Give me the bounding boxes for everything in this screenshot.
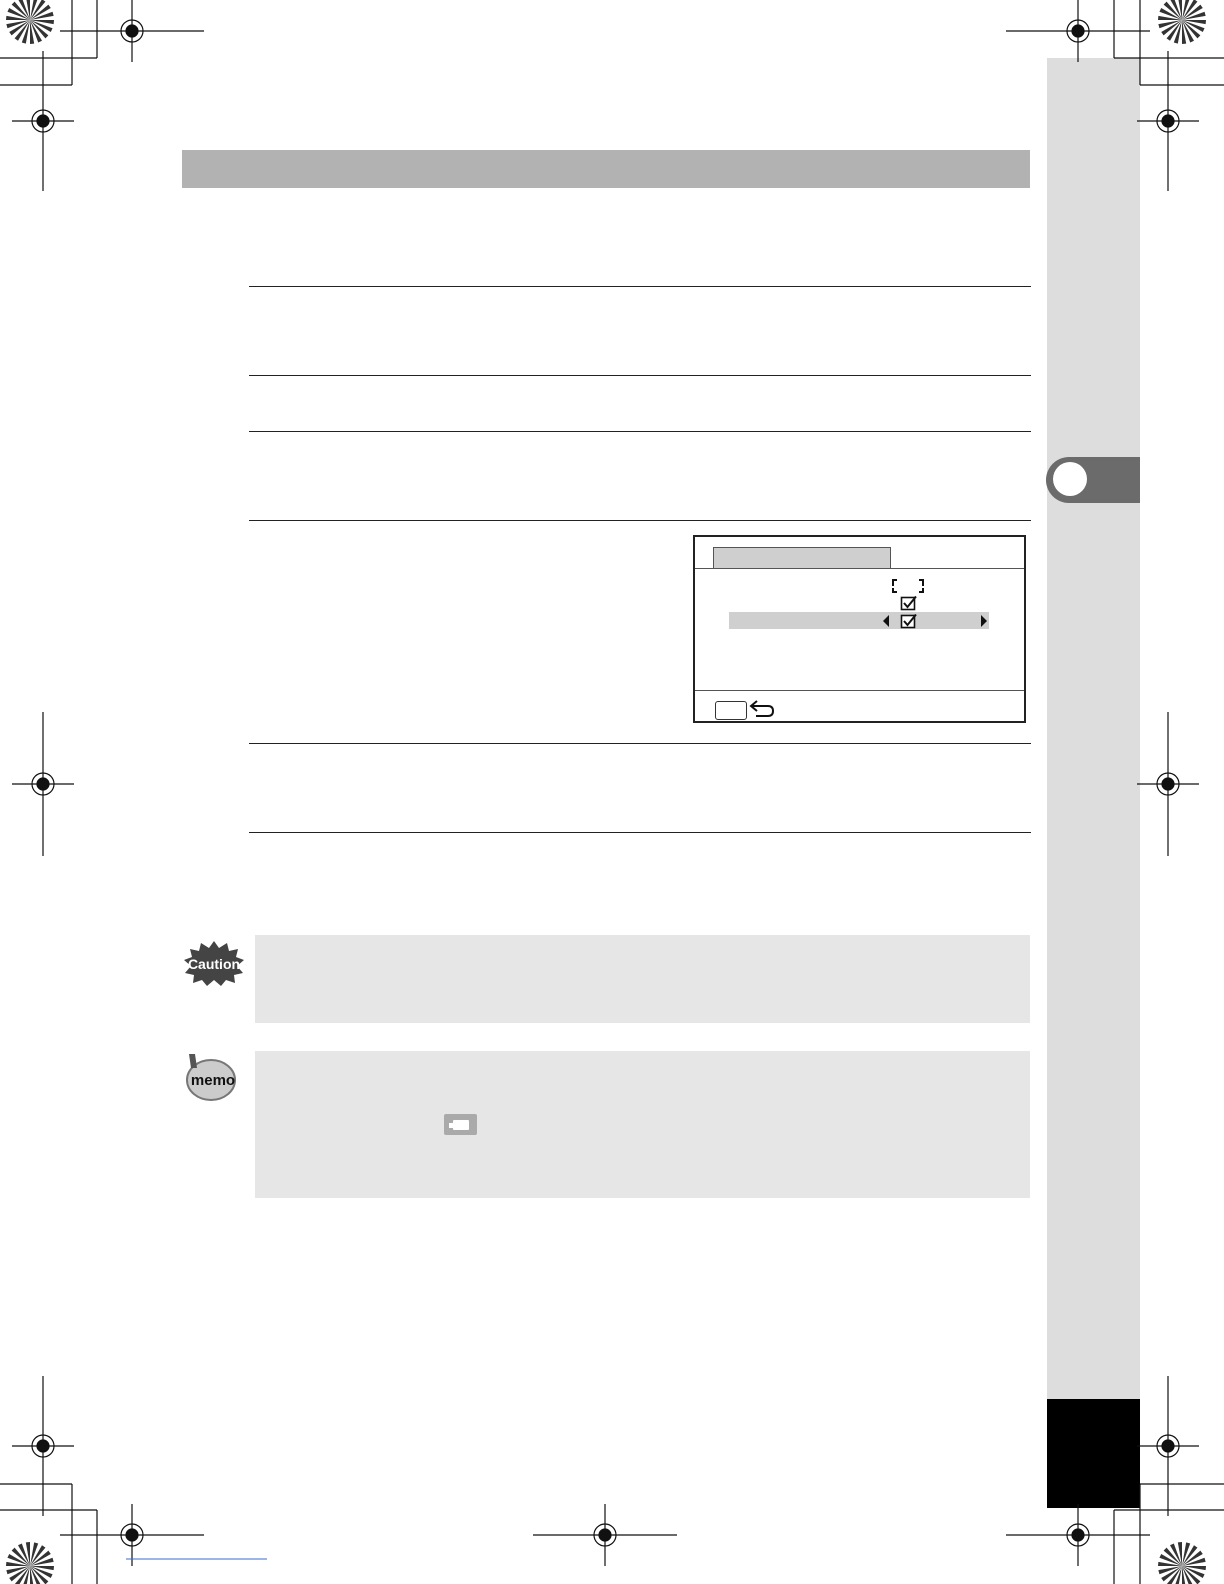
caution-icon-label: Caution [187, 956, 241, 972]
starburst-wedge [1182, 20, 1200, 38]
starburst-icon [6, 0, 1206, 1584]
starburst-wedge [12, 2, 30, 20]
starburst-wedge [12, 1548, 30, 1566]
memo-icon-label: memo [190, 1072, 236, 1089]
starburst-pattern [1158, 0, 1206, 44]
starburst-pattern [1158, 1542, 1206, 1584]
starburst-wedge [1164, 2, 1182, 20]
starburst-pattern [6, 0, 54, 44]
starburst-pattern [6, 1542, 54, 1584]
starburst-wedge [30, 20, 48, 38]
starburst-wedge [1164, 1548, 1182, 1566]
